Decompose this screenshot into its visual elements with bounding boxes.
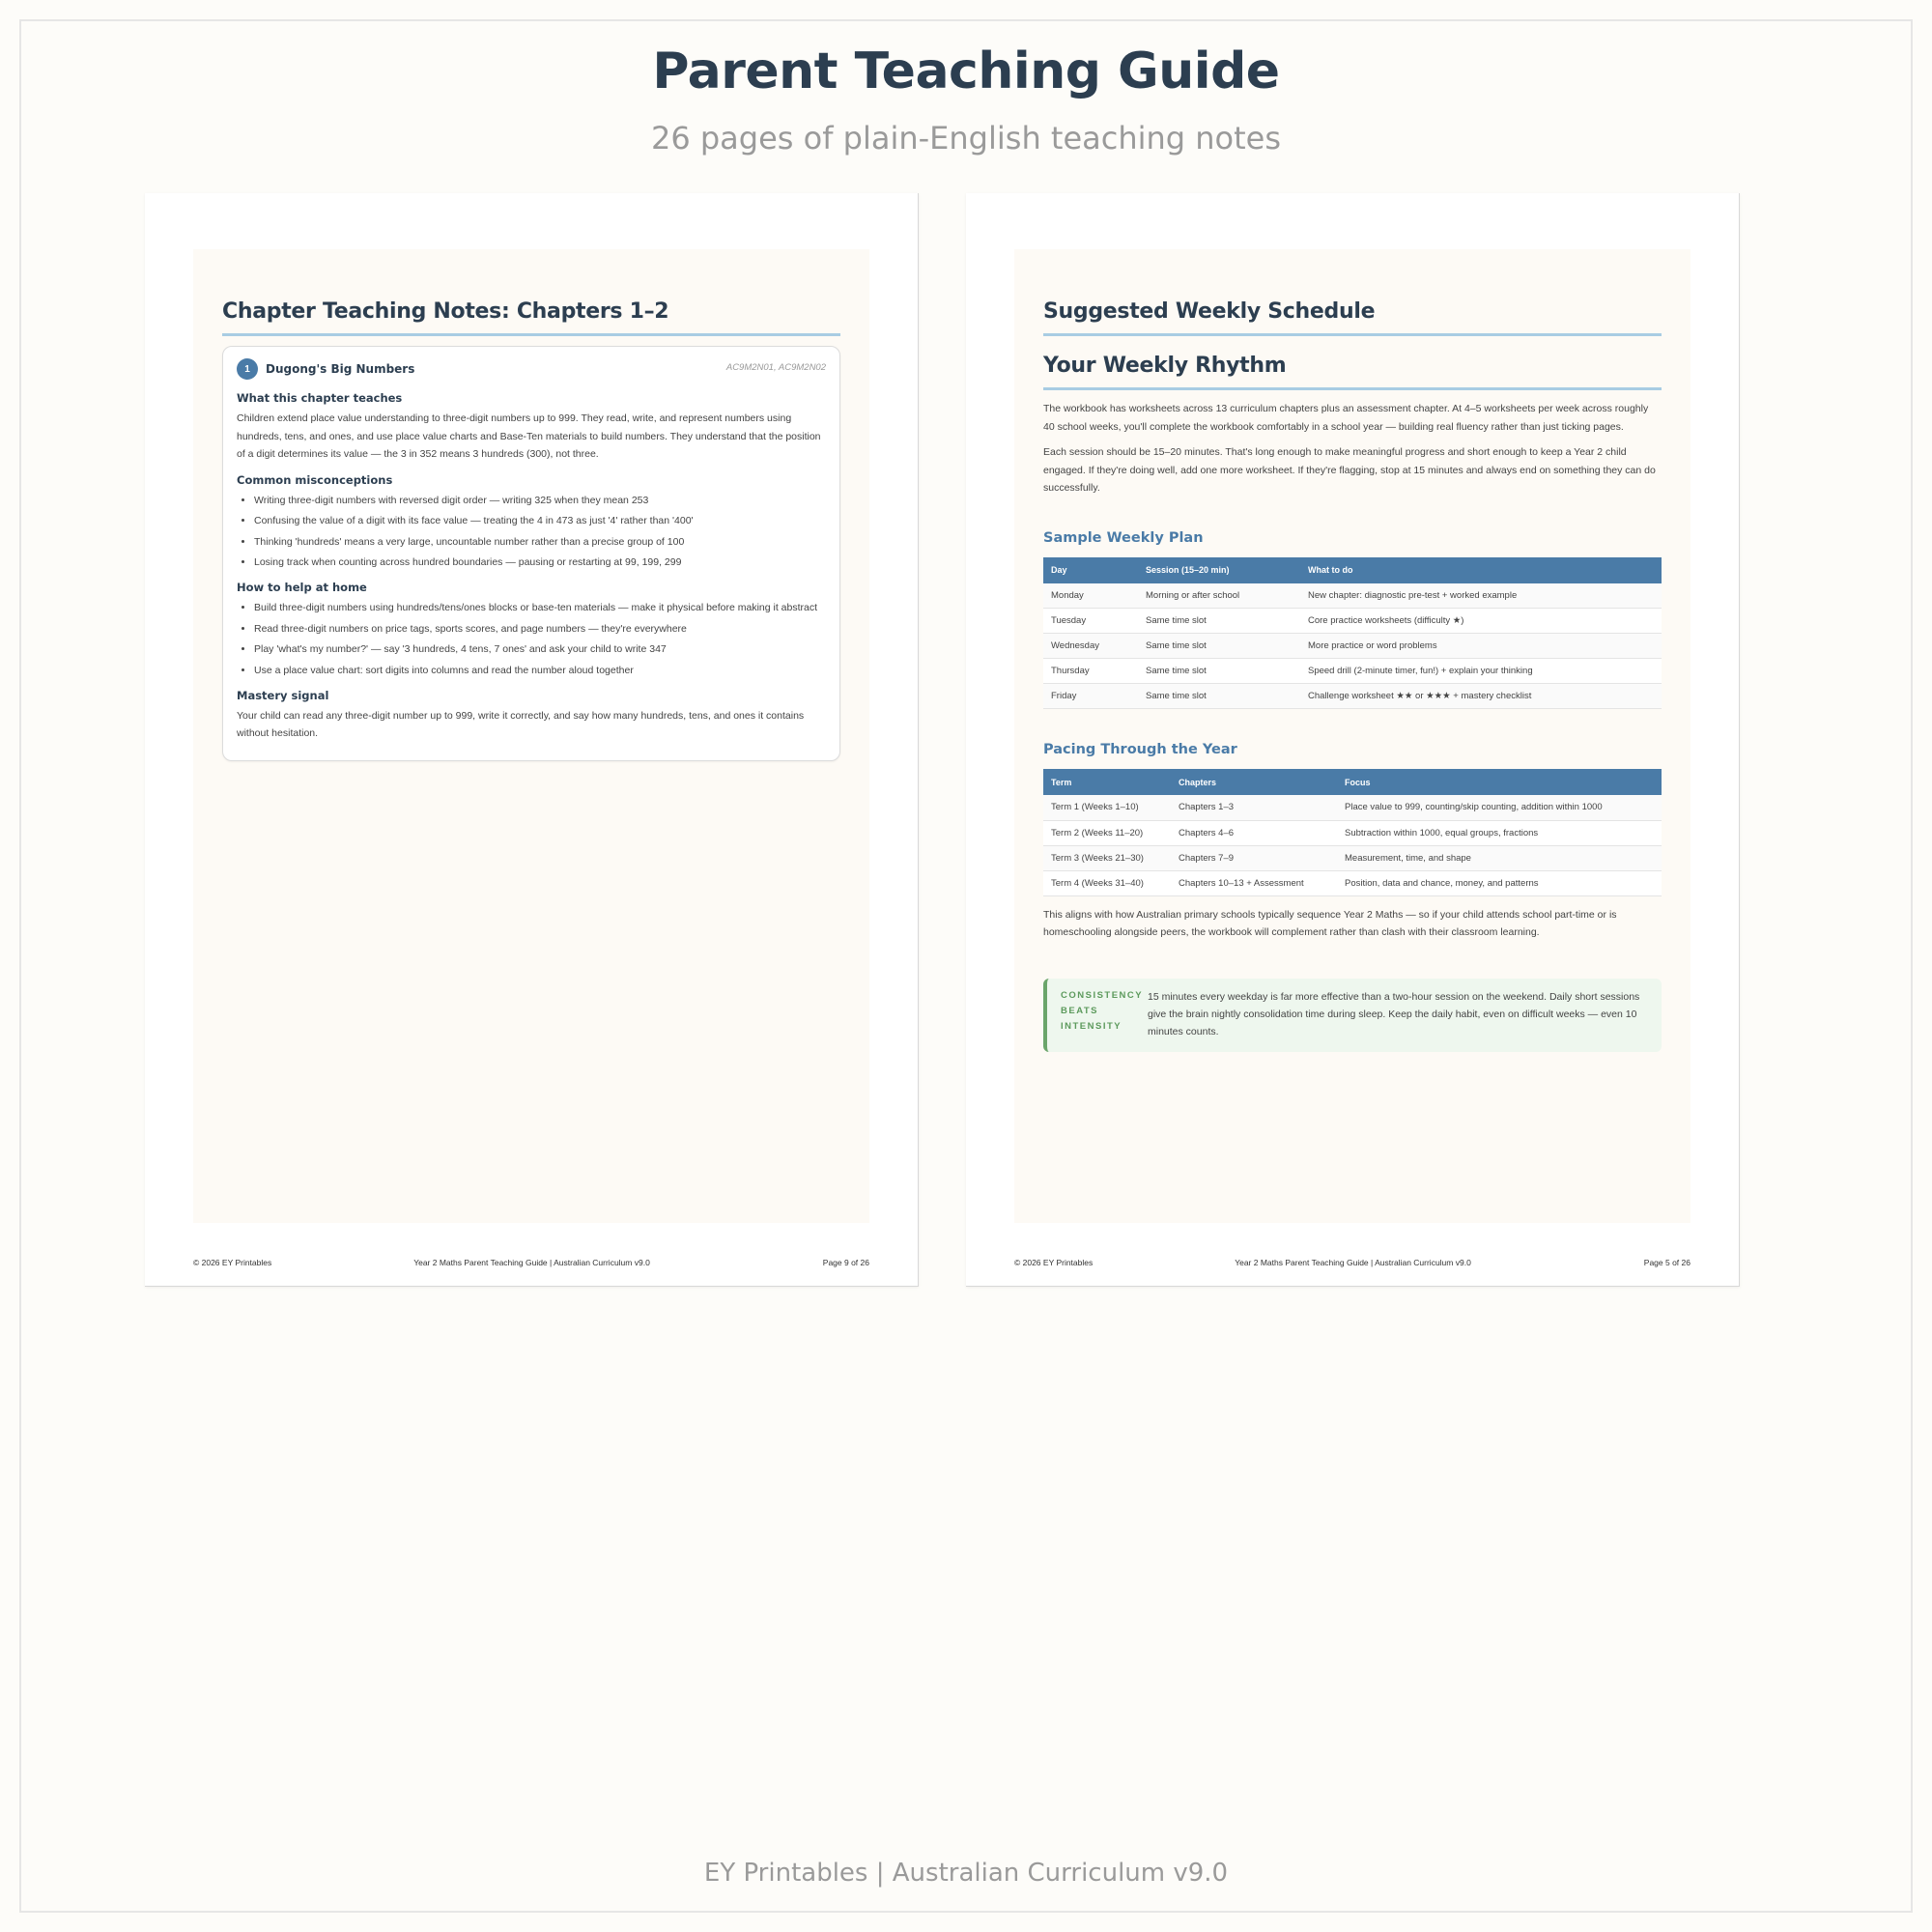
table-cell: Chapters 7–9 [1171, 845, 1337, 870]
table-row [1043, 634, 1662, 659]
chapter-card [222, 346, 840, 761]
table-cell: Same time slot [1138, 609, 1300, 634]
list-item: • Play 'what's my number?' — say '3 hundreds, 4 tens, 7 ones' and ask your child to write 347 [254, 640, 826, 658]
table-cell: Term 2 (Weeks 11–20) [1043, 820, 1171, 845]
page-footer-copyright: © 2026 EY Printables [1014, 1258, 1094, 1267]
alignment-paragraph: This aligns with how Australian primary schools typically sequence Year 2 Maths — so if your child attends school part-time or is homeschooling alongside peers, the workbook will complement rather than clash with their classroom learning. [1043, 908, 1617, 938]
table-row [1043, 845, 1662, 870]
table-cell: Same time slot [1138, 684, 1300, 709]
page-footer-number: Page 9 of 26 [822, 1258, 869, 1267]
table-cell: Speed drill (2-minute timer, fun!) + explain your thinking [1300, 659, 1662, 684]
page-title: Parent Teaching Guide [652, 43, 1280, 100]
list-item: • Thinking 'hundreds' means a very large, uncountable number rather than a precise group of 100 [254, 533, 826, 551]
chapter-number-badge: 1 [237, 358, 258, 380]
teaches-text: Children extend place value understanding to three-digit numbers up to 999. They read, write, and represent numbers using hundreds, tens, and ones, and use place value charts and Base-Ten materials to build numbers. They understand that the position of a digit determines its value — the 3 in 352 means 3 hundreds (300), not three. [237, 412, 821, 460]
column-header: Term [1043, 769, 1171, 795]
list-item: • Build three-digit numbers using hundreds/tens/ones blocks or base-ten materials — make it physical before making it abstract [254, 599, 826, 616]
table-cell: Challenge worksheet ★★ or ★★★ + mastery checklist [1300, 684, 1662, 709]
rhythm-paragraph-1: The workbook has worksheets across 13 curriculum chapters plus an assessment chapter. At 4–5 worksheets per week across roughly 40 school weeks, you'll complete the workbook comfortably in a school year — building real fluency rather than just ticking pages. [1043, 403, 1649, 433]
table-cell: Chapters 4–6 [1171, 820, 1337, 845]
tip-callout [1043, 979, 1662, 1052]
table-cell: Chapters 1–3 [1171, 795, 1337, 820]
mastery-heading: Mastery signal [237, 688, 329, 702]
table-cell: More practice or word problems [1300, 634, 1662, 659]
teaches-heading: What this chapter teaches [237, 391, 403, 405]
chapter-notes-heading: Chapter Teaching Notes: Chapters 1–2 [222, 299, 840, 336]
table-cell: Measurement, time, and shape [1337, 845, 1662, 870]
help-heading: How to help at home [237, 581, 367, 594]
page-footer-number: Page 5 of 26 [1643, 1258, 1690, 1267]
callout-label: CONSISTENCY BEATS INTENSITY [1061, 989, 1143, 1032]
table-cell: Monday [1043, 583, 1138, 609]
table-cell: New chapter: diagnostic pre-test + worked example [1300, 583, 1662, 609]
table-cell: Thursday [1043, 659, 1138, 684]
misconceptions-heading: Common misconceptions [237, 472, 393, 487]
callout-text: 15 minutes every weekday is far more effective than a two-hour session on the weekend. Daily short sessions give the brain nightly consolidation time during sleep. Keep the daily habit, even on difficult weeks — even 10 minutes counts. [1148, 990, 1640, 1037]
page-content-right [1014, 249, 1690, 1223]
table-cell: Chapters 10–13 + Assessment [1171, 870, 1337, 895]
table-cell: Morning or after school [1138, 583, 1300, 609]
table-cell: Subtraction within 1000, equal groups, fractions [1337, 820, 1662, 845]
rhythm-paragraph-2: Each session should be 15–20 minutes. That's long enough to make meaningful progress and short enough to keep a Year 2 child engaged. If they're doing well, add one more worksheet. If they're flagging, stop at 15 minutes and always end on something they can do successfully. [1043, 446, 1656, 494]
column-header: What to do [1300, 557, 1662, 583]
schedule-heading: Suggested Weekly Schedule [1043, 299, 1662, 336]
page-footer-copyright: © 2026 EY Printables [193, 1258, 272, 1267]
list-item: • Use a place value chart: sort digits into columns and read the number aloud together [254, 662, 826, 679]
table-cell: Position, data and chance, money, and patterns [1337, 870, 1662, 895]
list-item: • Losing track when counting across hundred boundaries — pausing or restarting at 99, 199, 299 [254, 554, 826, 571]
table-row [1043, 609, 1662, 634]
table-row [1043, 820, 1662, 845]
table-row [1043, 659, 1662, 684]
table-cell: Term 3 (Weeks 21–30) [1043, 845, 1171, 870]
weekly-plan-heading: Sample Weekly Plan [1043, 529, 1204, 546]
column-header: Chapters [1171, 769, 1337, 795]
table-row [1043, 795, 1662, 820]
column-header: Day [1043, 557, 1138, 583]
page-content-left [193, 249, 869, 1223]
table-cell: Tuesday [1043, 609, 1138, 634]
pacing-table [1043, 769, 1662, 896]
table-row [1043, 583, 1662, 609]
table-cell: Term 1 (Weeks 1–10) [1043, 795, 1171, 820]
pacing-heading: Pacing Through the Year [1043, 742, 1237, 757]
chapter-title: Dugong's Big Numbers [266, 362, 415, 376]
table-row [1043, 684, 1662, 709]
help-list [254, 599, 826, 679]
page-footer-title: Year 2 Maths Parent Teaching Guide | Australian Curriculum v9.0 [1235, 1258, 1471, 1267]
table-cell: Friday [1043, 684, 1138, 709]
table-header-row [1043, 769, 1662, 795]
curriculum-codes: AC9M2N01, AC9M2N02 [725, 362, 826, 373]
table-cell: Wednesday [1043, 634, 1138, 659]
table-cell: Same time slot [1138, 634, 1300, 659]
preview-page-left [145, 193, 919, 1287]
column-header: Session (15–20 min) [1138, 557, 1300, 583]
table-cell: Place value to 999, counting/skip counting, addition within 1000 [1337, 795, 1662, 820]
table-header-row [1043, 557, 1662, 583]
mastery-text: Your child can read any three-digit number up to 999, write it correctly, and say how many hundreds, tens, and ones it contains without hesitation. [237, 709, 805, 739]
page-footer-title: Year 2 Maths Parent Teaching Guide | Australian Curriculum v9.0 [413, 1258, 650, 1267]
table-cell: Term 4 (Weeks 31–40) [1043, 870, 1171, 895]
weekly-plan-table [1043, 557, 1662, 710]
table-cell: Core practice worksheets (difficulty ★) [1300, 609, 1662, 634]
rhythm-heading: Your Weekly Rhythm [1043, 354, 1662, 390]
list-item: • Confusing the value of a digit with its face value — treating the 4 in 473 as just '4' rather than '400' [254, 512, 826, 529]
brand-footer: EY Printables | Australian Curriculum v9.0 [703, 1859, 1229, 1888]
table-row [1043, 870, 1662, 895]
list-item: • Read three-digit numbers on price tags, sports scores, and page numbers — they're everywhere [254, 620, 826, 638]
table-cell: Same time slot [1138, 659, 1300, 684]
misconceptions-list [254, 492, 826, 572]
preview-page-right [966, 193, 1740, 1287]
list-item: • Writing three-digit numbers with reversed digit order — writing 325 when they mean 253 [254, 492, 826, 509]
column-header: Focus [1337, 769, 1662, 795]
page-subtitle: 26 pages of plain-English teaching notes [650, 120, 1282, 156]
